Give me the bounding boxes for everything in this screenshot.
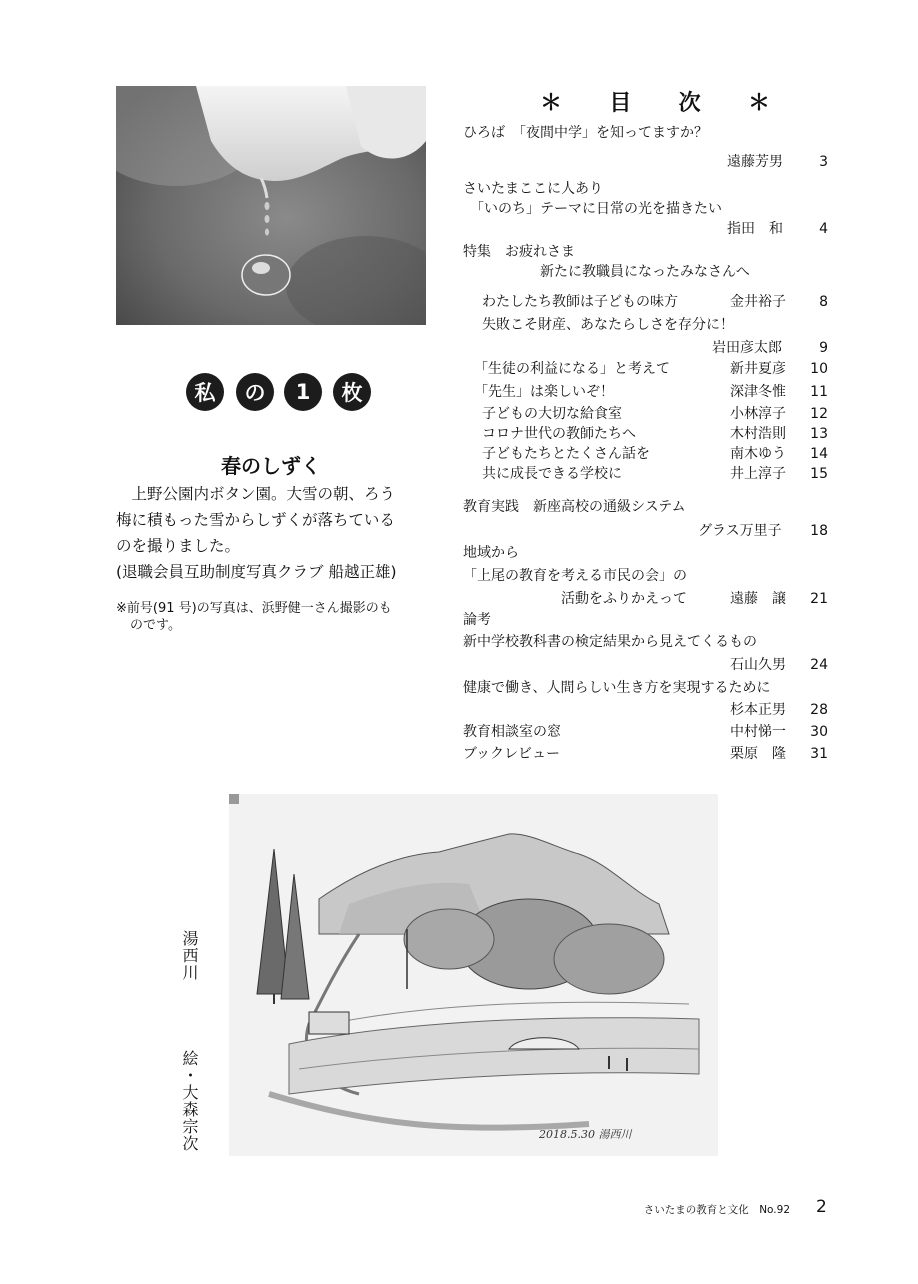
heading-char: ＊ <box>747 91 770 116</box>
toc-entry-page: 3 <box>819 154 828 170</box>
badge-char: 私 <box>186 373 224 411</box>
toc-entry-text: 教育実践 新座高校の通級システム <box>463 499 686 515</box>
toc-entry-page: 30 <box>810 724 828 740</box>
toc-entry-text: さいたまここに人あり <box>463 181 603 197</box>
toc-entry-text: 新たに教職員になったみなさんへ <box>540 264 750 280</box>
toc-entry-text: 特集 お疲れさま <box>463 244 575 260</box>
toc-entry-text: 失敗こそ財産、あなたらしさを存分に！ <box>482 317 734 333</box>
heading-char: 次 <box>678 91 701 116</box>
toc-entry-page: 21 <box>810 591 828 607</box>
toc-entry-page: 28 <box>810 702 828 718</box>
toc-entry-author: 金井裕子 <box>730 294 786 310</box>
toc-entry-page: 18 <box>810 523 828 539</box>
heading-char: ＊ <box>540 91 563 116</box>
toc-entry-page: 13 <box>810 426 828 442</box>
toc-entry-page: 11 <box>810 384 828 400</box>
toc-entry-text: 地域から <box>463 545 519 561</box>
caption-line: のを撮りました。 <box>116 537 241 555</box>
toc-entry-text: ひろば 「夜間中学」を知ってますか？ <box>463 125 708 141</box>
toc-entry-text: 子どもたちとたくさん話を <box>482 446 650 462</box>
toc-entry-text: 教育相談室の窓 <box>463 724 561 740</box>
footer-magazine: さいたまの教育と文化 No.92 <box>643 1204 790 1216</box>
caption-line: 上野公園内ボタン園。大雪の朝、ろう <box>131 485 396 503</box>
toc-entry-page: 15 <box>810 466 828 482</box>
photo-title: 春のしずく <box>221 454 321 478</box>
heading-char: 目 <box>609 91 632 116</box>
toc-entry-page: 4 <box>819 221 828 237</box>
toc-entry-text: 「いのち」テーマに日常の光を描きたい <box>470 201 722 217</box>
toc-entry-author: 新井夏彦 <box>730 361 786 377</box>
photo-water-drop <box>116 86 426 325</box>
toc-entry-page: 31 <box>810 746 828 762</box>
toc-entry-text: 健康で働き、人間らしい生き方を実現するために <box>463 680 771 696</box>
toc-entry-text: ブックレビュー <box>463 746 561 762</box>
toc-entry-text: コロナ世代の教師たちへ <box>482 426 636 442</box>
page-number: 2 <box>816 1197 827 1217</box>
toc-entry-author: 中村悌一 <box>730 724 786 740</box>
toc-entry-author: 小林淳子 <box>730 406 786 422</box>
sketch-credit: 絵・大森宗次 <box>180 1050 199 1152</box>
toc-entry-text: 論考 <box>463 612 491 628</box>
toc-entry-author: 栗原 隆 <box>730 746 786 762</box>
toc-entry-text: 共に成長できる学校に <box>482 466 622 482</box>
toc-entry-author: 南木ゆう <box>730 446 786 462</box>
note-line: のです。 <box>130 618 181 633</box>
toc-entry-author: 杉本正男 <box>730 702 786 718</box>
badge-char: 枚 <box>333 373 371 411</box>
toc-entry-text: 「上尾の教育を考える市民の会」の <box>463 568 687 584</box>
toc-entry-author: グラス万里子 <box>698 523 782 539</box>
toc-entry-text: 新中学校教科書の検定結果から見えてくるもの <box>463 634 757 650</box>
toc-entry-text: 「先生」は楽しいぞ！ <box>474 384 614 400</box>
toc-entry-page: 10 <box>810 361 828 377</box>
caption-line: (退職会員互助制度写真クラブ 船越正雄) <box>116 563 397 581</box>
sketch-title: 湯西川 <box>180 930 199 981</box>
toc-entry-page: 14 <box>810 446 828 462</box>
landscape-sketch <box>229 794 718 1156</box>
badge-char: 1 <box>284 373 322 411</box>
toc-entry-text: 子どもの大切な給食室 <box>482 406 622 422</box>
toc-entry-author: 遠藤芳男 <box>727 154 783 170</box>
toc-entry-page: 24 <box>810 657 828 673</box>
toc-entry-text: わたしたち教師は子どもの味方 <box>482 294 678 310</box>
toc-entry-page: 9 <box>819 340 828 356</box>
note-line: ※前号(91 号)の写真は、浜野健一さん撮影のも <box>116 601 392 616</box>
caption-line: 梅に積もった雪からしずくが落ちている <box>116 511 395 529</box>
toc-entry-author: 深津冬惟 <box>730 384 786 400</box>
toc-entry-author: 木村浩則 <box>730 426 786 442</box>
toc-entry-author: 指田 和 <box>727 221 783 237</box>
badge-char: の <box>236 373 274 411</box>
toc-entry-author: 岩田彦太郎 <box>712 340 782 356</box>
toc-entry-text: 「生徒の利益になる」と考えて <box>474 361 670 377</box>
toc-entry-author: 遠藤 譲 <box>730 591 786 607</box>
toc-heading <box>540 86 770 117</box>
toc-entry-author: 井上淳子 <box>730 466 786 482</box>
toc-entry-text: 活動をふりかえって <box>561 591 687 607</box>
toc-entry-page: 8 <box>819 294 828 310</box>
toc-entry-page: 12 <box>810 406 828 422</box>
toc-entry-author: 石山久男 <box>730 657 786 673</box>
sketch-signature: 2018.5.30 湯西川 <box>539 1128 632 1141</box>
